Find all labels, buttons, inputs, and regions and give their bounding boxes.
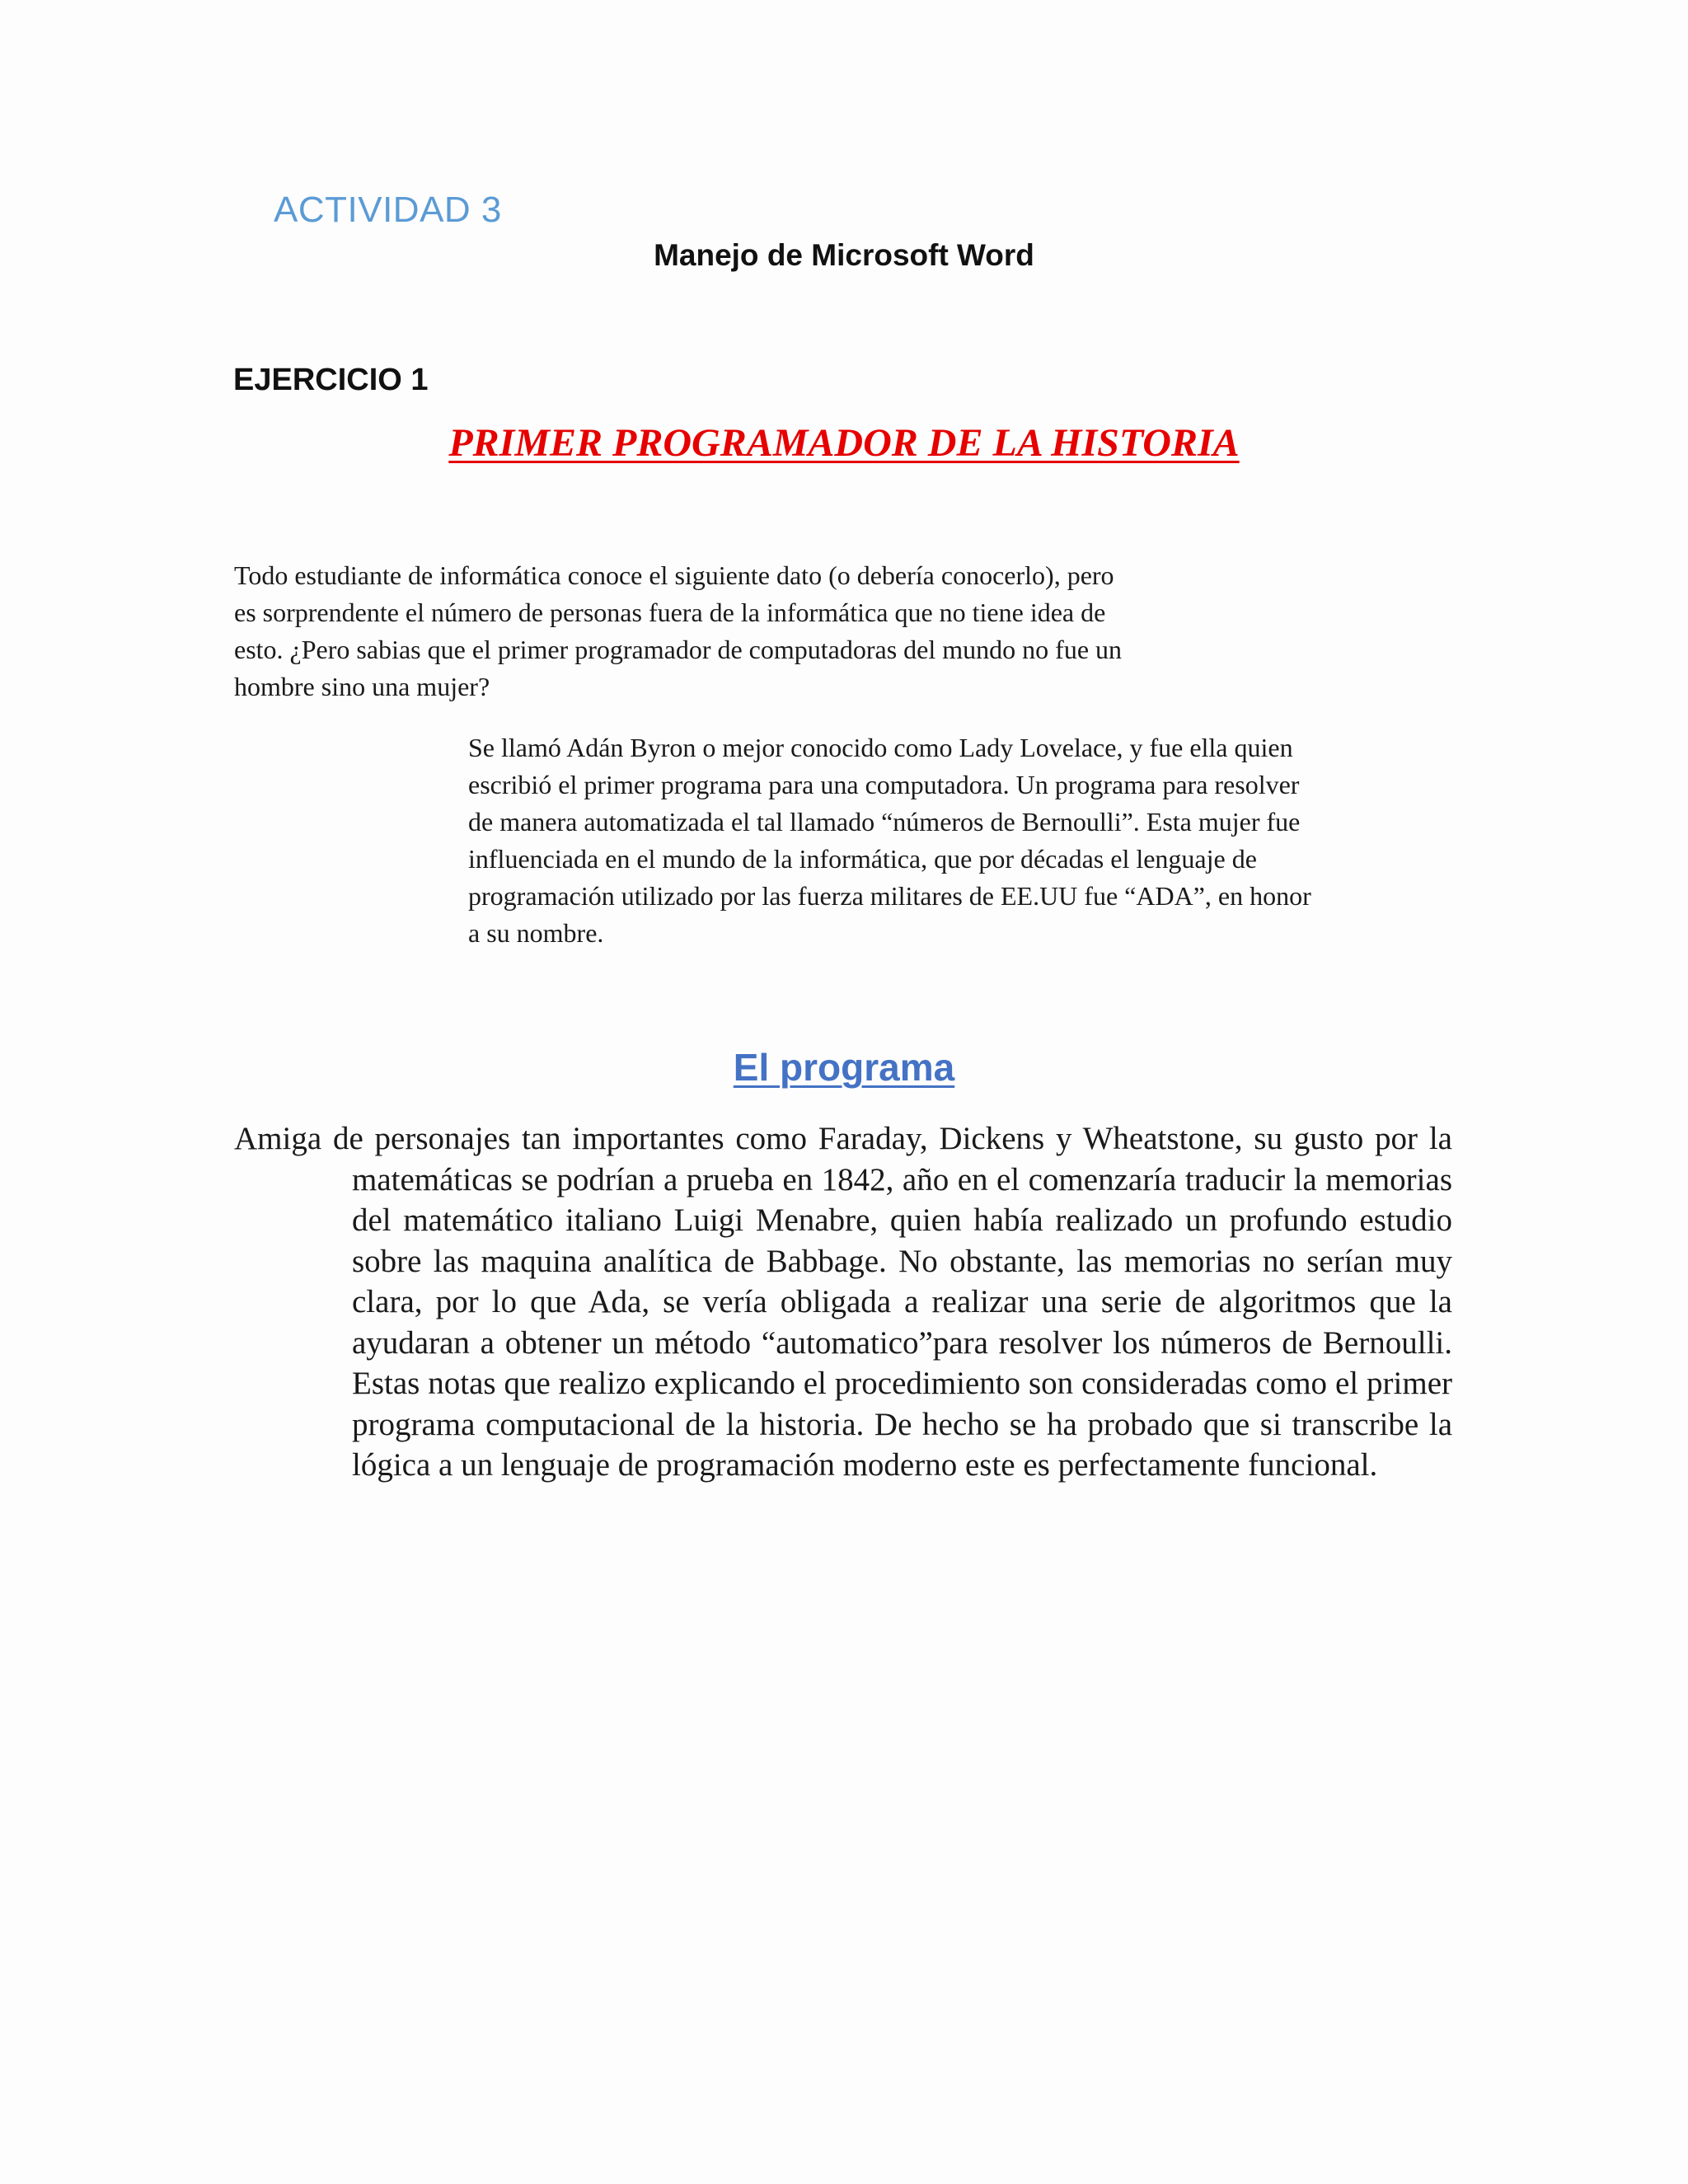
exercise-label: EJERCICIO 1 (233, 363, 429, 397)
bio-line: influenciada en el mundo de la informática, que por décadas el lenguaje de (468, 844, 1257, 874)
bio-line: de manera automatizada el tal llamado “números de Bernoulli”. Esta mujer fue (468, 807, 1301, 837)
bio-line: escribió el primer programa para una computadora. Un programa para resolver (468, 770, 1300, 799)
bio-line: a su nombre. (468, 918, 604, 948)
intro-line: es sorprendente el número de personas fuera de la informática que no tiene idea de (234, 598, 1106, 627)
intro-line: Todo estudiante de informática conoce el siguiente dato (o debería conocerlo), pero (234, 560, 1114, 590)
intro-paragraph (234, 557, 1314, 705)
intro-line: hombre sino una mujer? (234, 672, 490, 701)
program-paragraph: Amiga de personajes tan importantes como Faraday, Dickens y Wheatstone, su gusto por la matemáticas se podrían a prueba en 1842, año en el comenzaría traducir la memorias del matemático italiano Luigi Menabre, quien había realizado un profundo estudio sobre las maquina analítica de Babbage. No obstante, las memorias no serían muy clara, por lo que Ada, se vería obligada a realizar una serie de algoritmos que la ayudaran a obtener un método “automatico”para resolver los números de Bernoulli. Estas notas que realizo explicando el procedimiento son consideradas como el primer programa computacional de la historia. De hecho se ha probado que si transcribe la lógica a un lenguaje de programación moderno este es perfectamente funcional. (234, 1121, 1452, 1483)
bio-line: programación utilizado por las fuerza militares de EE.UU fue “ADA”, en honor (468, 881, 1311, 911)
document-subtitle: Manejo de Microsoft Word (654, 238, 1034, 272)
bio-paragraph (468, 729, 1457, 952)
intro-line: esto. ¿Pero sabias que el primer programador de computadoras del mundo no fue un (234, 635, 1123, 664)
exercise-title: PRIMER PROGRAMADOR DE LA HISTORIA (448, 421, 1240, 465)
section-heading: El programa (733, 1046, 955, 1089)
activity-label: ACTIVIDAD 3 (274, 190, 502, 230)
bio-line: Se llamó Adán Byron o mejor conocido como Lady Lovelace, y fue ella quien (468, 733, 1293, 762)
